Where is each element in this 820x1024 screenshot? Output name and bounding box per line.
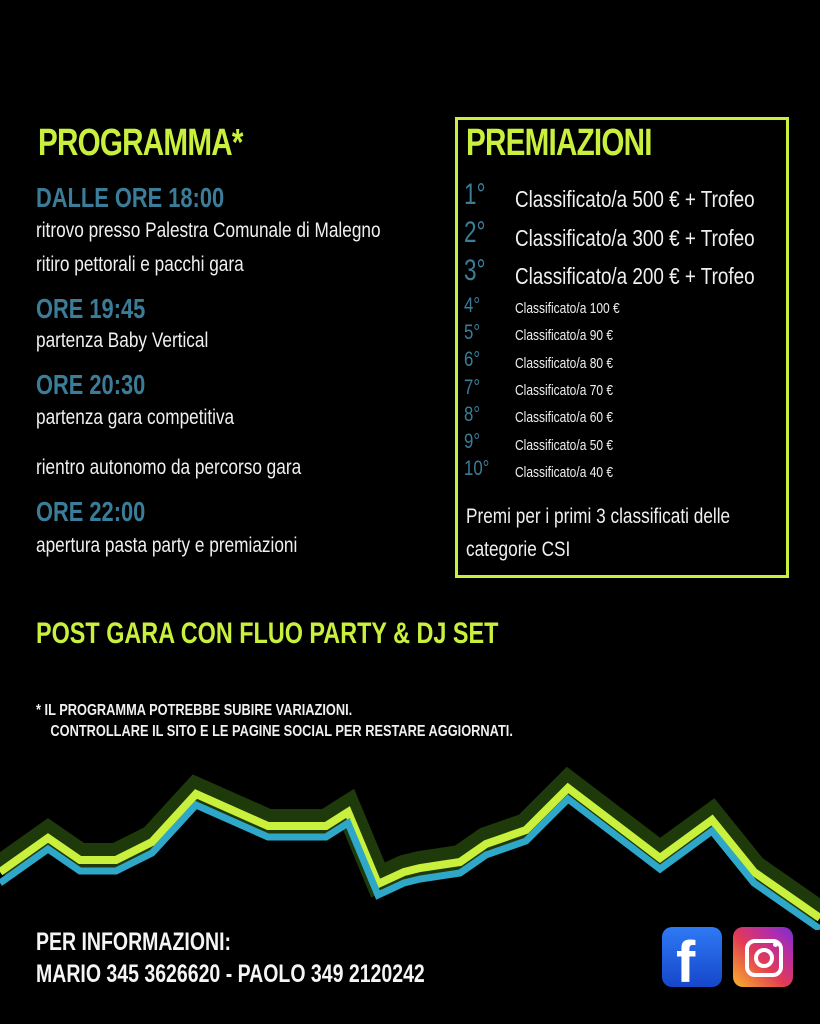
prize-1: Classificato/a 500 € + Trofeo xyxy=(515,186,755,212)
post-gara-banner: POST GARA CON FLUO PARTY & DJ SET xyxy=(36,617,499,650)
place-8: 8° xyxy=(464,403,481,426)
desc-ritiro: ritiro pettorali e pacchi gara xyxy=(36,253,244,276)
facebook-icon[interactable] xyxy=(662,927,722,995)
info-title: PER INFORMAZIONI: xyxy=(36,928,231,956)
place-9: 9° xyxy=(464,430,481,453)
time-2200: ORE 22:00 xyxy=(36,496,146,527)
place-7: 7° xyxy=(464,376,481,399)
desc-gara-competitiva: partenza gara competitiva xyxy=(36,406,235,429)
prize-8: Classificato/a 60 € xyxy=(515,409,614,426)
place-1: 1° xyxy=(464,178,486,211)
time-2030: ORE 20:30 xyxy=(36,369,146,400)
desc-baby-vertical: partenza Baby Vertical xyxy=(36,329,209,352)
prize-9: Classificato/a 50 € xyxy=(515,437,614,454)
place-4: 4° xyxy=(464,294,481,317)
disclaimer-line-1: * IL PROGRAMMA POTREBBE SUBIRE VARIAZIONI. xyxy=(36,702,353,719)
time-1945: ORE 19:45 xyxy=(36,293,146,324)
instagram-dot xyxy=(773,942,778,947)
place-10: 10° xyxy=(464,457,490,480)
prize-5: Classificato/a 90 € xyxy=(515,327,614,344)
place-5: 5° xyxy=(464,321,481,344)
programma-title: PROGRAMMA* xyxy=(38,122,243,164)
prize-4: Classificato/a 100 € xyxy=(515,300,620,317)
place-3: 3° xyxy=(464,254,486,287)
instagram-icon[interactable] xyxy=(733,927,793,987)
prize-10: Classificato/a 40 € xyxy=(515,464,614,481)
instagram-lens xyxy=(754,948,774,968)
time-1800: DALLE ORE 18:00 xyxy=(36,182,225,213)
prize-7: Classificato/a 70 € xyxy=(515,382,614,399)
facebook-glyph: f xyxy=(676,930,696,995)
desc-pasta-party: apertura pasta party e premiazioni xyxy=(36,534,298,557)
prize-2: Classificato/a 300 € + Trofeo xyxy=(515,225,755,251)
desc-ritrovo: ritrovo presso Palestra Comunale di Malegno xyxy=(36,219,381,242)
place-6: 6° xyxy=(464,348,481,371)
prize-3: Classificato/a 200 € + Trofeo xyxy=(515,263,755,289)
premiazioni-title: PREMIAZIONI xyxy=(466,122,652,164)
mountain-skyline-decoration xyxy=(0,760,820,930)
place-2: 2° xyxy=(464,216,486,249)
disclaimer-line-2: CONTROLLARE IL SITO E LE PAGINE SOCIAL PER RESTARE AGGIORNATI. xyxy=(50,723,513,740)
desc-rientro: rientro autonomo da percorso gara xyxy=(36,456,302,479)
premiazioni-note: Premi per i primi 3 classificati delle categorie CSI xyxy=(466,505,731,561)
prize-6: Classificato/a 80 € xyxy=(515,355,614,372)
info-contacts: MARIO 345 3626620 - PAOLO 349 2120242 xyxy=(36,960,425,988)
disclaimer xyxy=(36,700,513,742)
